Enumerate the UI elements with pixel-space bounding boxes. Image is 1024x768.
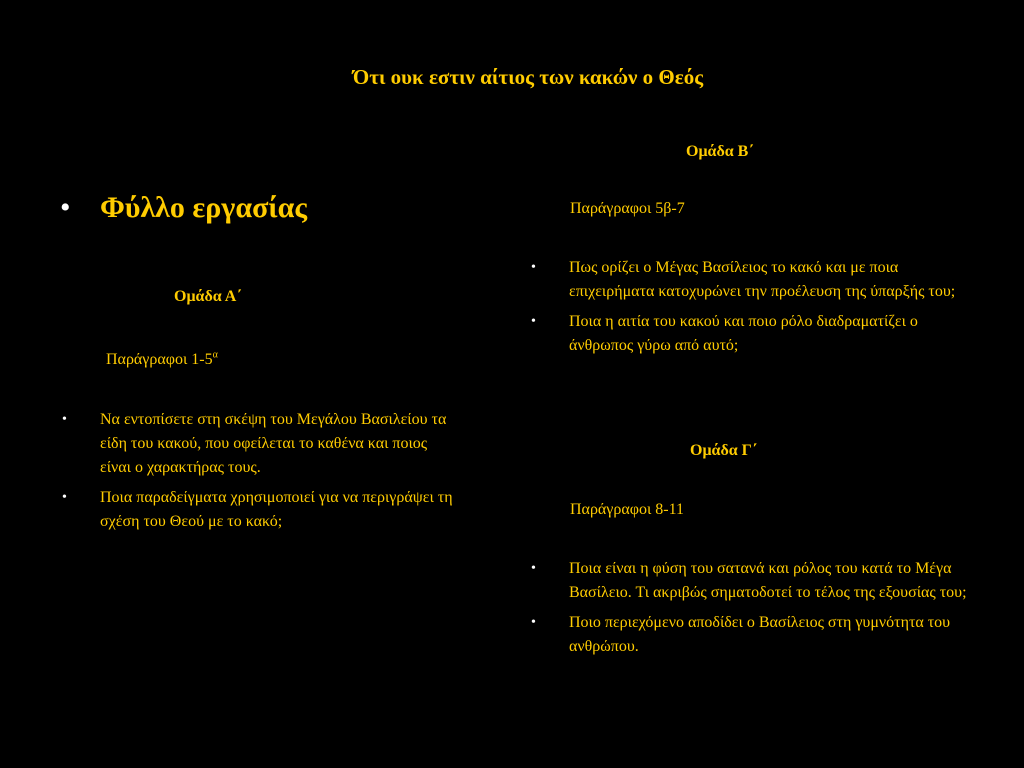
list-item [531,256,971,304]
group-a-paragraphs-sup: α [212,349,218,361]
bullet-icon: • [531,260,536,275]
question-text: Ποια είναι η φύση του σατανά και ρόλος του κατά το Μέγα Βασίλειο. Τι ακριβώς σηματοδοτεί το τέλος της εξουσίας του; [569,560,967,601]
group-b-paragraphs: Παράγραφοι 5β-7 [570,200,685,217]
question-text: Πως ορίζει ο Μέγας Βασίλειος το κακό και με ποια επιχειρήματα κατοχυρώνει την προέλευση της ύπαρξής του; [569,259,956,300]
group-a-question-list [62,408,462,540]
bullet-icon: • [531,314,536,329]
question-text: Ποια η αιτία του κακού και ποιο ρόλο διαδραματίζει ο άνθρωπος γύρω από αυτό; [569,313,918,354]
list-item [62,486,462,534]
group-c-question-list [531,557,971,665]
worksheet-label: Φύλλο εργασίας [100,191,308,224]
bullet-icon: • [60,191,71,224]
bullet-icon: • [62,412,67,427]
group-b-question-list [531,256,971,364]
question-text: Να εντοπίσετε στη σκέψη του Μεγάλου Βασιλείου τα είδη του κακού, που οφείλεται το καθένα και ποιος είναι ο χαρακτήρας τους. [100,411,447,476]
group-c-paragraphs: Παράγραφοι 8-11 [570,501,685,518]
group-a-heading: Ομάδα Α΄ [174,288,242,305]
worksheet-heading [60,188,307,228]
list-item [531,611,971,659]
bullet-icon: • [531,561,536,576]
list-item [531,557,971,605]
bullet-icon: • [531,615,536,630]
group-c-heading: Ομάδα Γ΄ [690,442,758,459]
question-text: Ποιο περιεχόμενο αποδίδει ο Βασίλειος στη γυμνότητα του ανθρώπου. [569,614,951,655]
question-text: Ποια παραδείγματα χρησιμοποιεί για να περιγράψει τη σχέση του Θεού με το κακό; [100,489,453,530]
list-item [62,408,462,480]
bullet-icon: • [62,490,67,505]
group-a-paragraphs [106,349,218,371]
list-item [531,310,971,358]
group-b-heading: Ομάδα Β΄ [686,143,754,160]
slide-title: Ότι ουκ εστιν αίτιος των κακών ο Θεός [352,65,704,89]
group-a-paragraphs-text: Παράγραφοι 1-5 [106,351,213,368]
